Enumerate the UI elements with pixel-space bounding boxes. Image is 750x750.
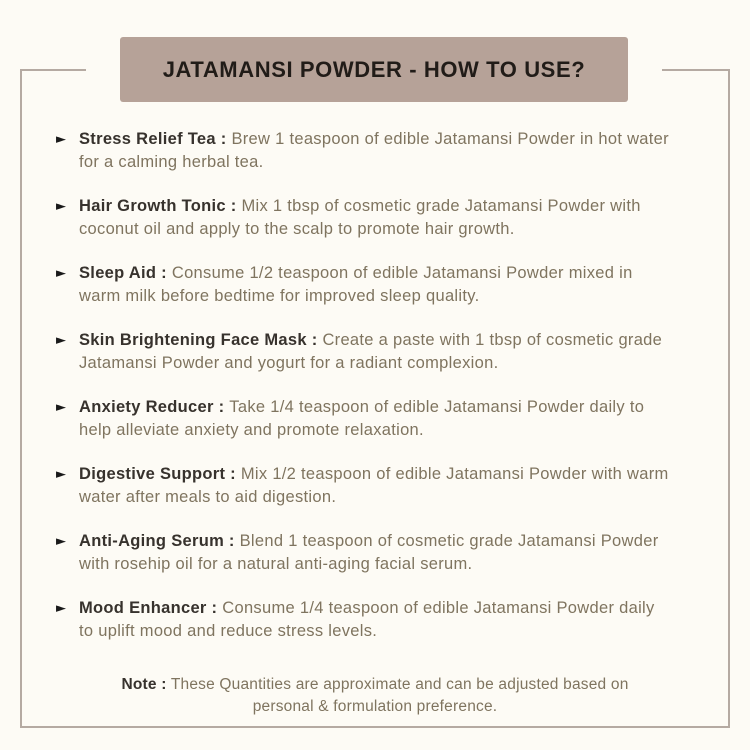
usage-item: [56, 128, 696, 174]
note: [60, 674, 690, 718]
usage-item: [56, 530, 696, 576]
usage-item-text: [79, 329, 662, 375]
usage-item-line: coconut oil and apply to the scalp to promote hair growth.: [79, 220, 515, 238]
usage-item-label: Stress Relief Tea :: [79, 130, 232, 148]
usage-item-line: Mix 1 tbsp of cosmetic grade Jatamansi Powder with: [241, 197, 641, 215]
usage-item-label: Sleep Aid :: [79, 264, 172, 282]
usage-item-text: [79, 195, 641, 241]
usage-item-text: [79, 530, 659, 576]
note-line: These Quantities are approximate and can be adjusted based on: [170, 676, 629, 693]
usage-item-line: Jatamansi Powder and yogurt for a radiant complexion.: [79, 354, 499, 372]
usage-item: [56, 597, 696, 643]
arrow-bullet-icon: ►: [56, 132, 66, 147]
usage-item-line: Take 1/4 teaspoon of edible Jatamansi Powder daily to: [229, 398, 645, 416]
usage-item-text: [79, 597, 655, 643]
usage-item: [56, 262, 696, 308]
usage-item: [56, 396, 696, 442]
usage-item-line: Blend 1 teaspoon of cosmetic grade Jatamansi Powder: [239, 532, 659, 550]
note-line: personal & formulation preference.: [252, 698, 498, 715]
usage-item-line: warm milk before bedtime for improved sleep quality.: [79, 287, 480, 305]
usage-item-line: water after meals to aid digestion.: [79, 488, 337, 506]
usage-item-label: Hair Growth Tonic :: [79, 197, 242, 215]
usage-item-line: Consume 1/4 teaspoon of edible Jatamansi Powder daily: [222, 599, 655, 617]
arrow-bullet-icon: ►: [56, 199, 66, 214]
usage-item-line: for a calming herbal tea.: [79, 153, 264, 171]
arrow-bullet-icon: ►: [56, 601, 66, 616]
frame-top-right-segment: [662, 69, 730, 71]
arrow-bullet-icon: ►: [56, 534, 66, 549]
arrow-bullet-icon: ►: [56, 400, 66, 415]
usage-item-line: with rosehip oil for a natural anti-aging facial serum.: [79, 555, 473, 573]
usage-item-label: Anxiety Reducer :: [79, 398, 230, 416]
usage-item-text: [79, 128, 669, 174]
usage-item: [56, 195, 696, 241]
usage-item-text: [79, 262, 633, 308]
arrow-bullet-icon: ►: [56, 333, 66, 348]
title-banner: [120, 37, 628, 102]
arrow-bullet-icon: ►: [56, 266, 66, 281]
usage-item-line: Consume 1/2 teaspoon of edible Jatamansi Powder mixed in: [171, 264, 633, 282]
page-title: JATAMANSI POWDER - HOW TO USE?: [162, 56, 586, 82]
usage-item-line: help alleviate anxiety and promote relaxation.: [79, 421, 424, 439]
usage-item-line: Brew 1 teaspoon of edible Jatamansi Powder in hot water: [231, 130, 669, 148]
usage-item-label: Anti-Aging Serum :: [79, 532, 240, 550]
usage-item-text: [79, 396, 644, 442]
frame-top-left-segment: [20, 69, 86, 71]
usage-item-line: to uplift mood and reduce stress levels.: [79, 622, 378, 640]
usage-item-line: Create a paste with 1 tbsp of cosmetic grade: [322, 331, 663, 349]
usage-item-label: Mood Enhancer :: [79, 599, 223, 617]
note-label: Note :: [121, 676, 167, 693]
usage-item: [56, 329, 696, 375]
usage-item: [56, 463, 696, 509]
usage-item-label: Digestive Support :: [79, 465, 241, 483]
usage-item-line: Mix 1/2 teaspoon of edible Jatamansi Powder with warm: [240, 465, 669, 483]
usage-item-label: Skin Brightening Face Mask :: [79, 331, 323, 349]
usage-item-text: [79, 463, 669, 509]
arrow-bullet-icon: ►: [56, 467, 66, 482]
usage-list: [56, 128, 696, 664]
